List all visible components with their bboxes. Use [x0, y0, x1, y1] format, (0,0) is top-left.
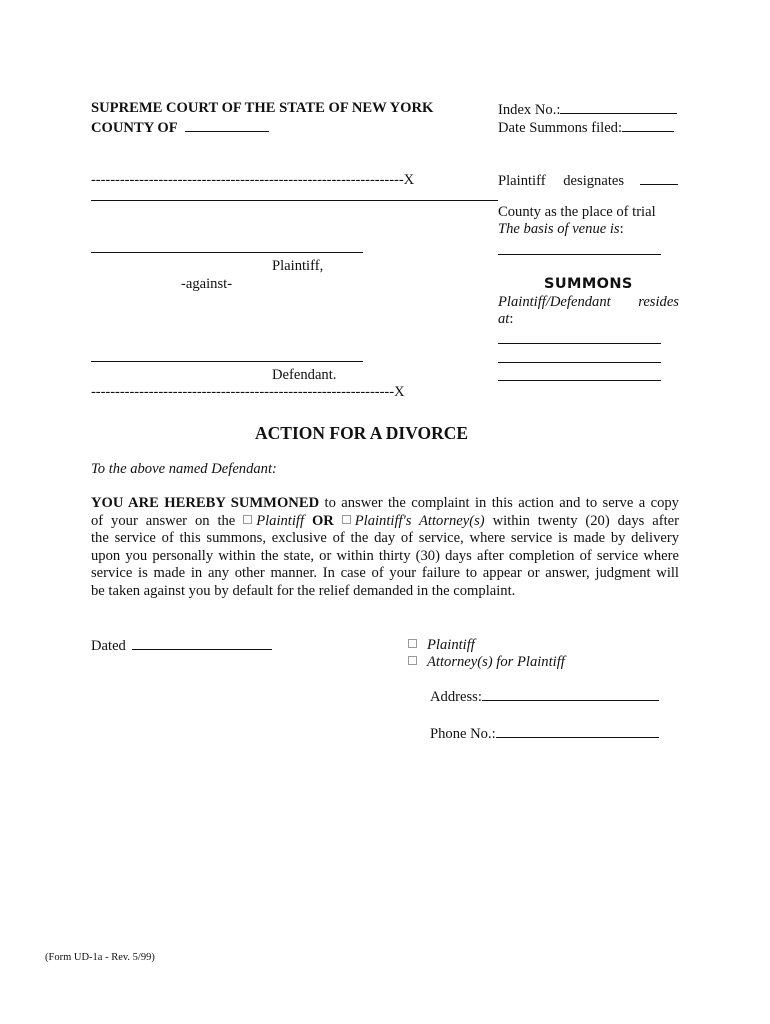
paragraph-line-2 — [91, 513, 679, 531]
dated-blank[interactable] — [132, 636, 272, 650]
residence-line-1[interactable] — [498, 343, 661, 344]
document-title: ACTION FOR A DIVORCE — [255, 423, 469, 443]
resides-at — [498, 310, 513, 328]
phone-label: Phone No.: — [430, 726, 496, 742]
resides-at-text: at — [498, 311, 510, 327]
paragraph-line-4: upon you personally within the state, or within thirty (30) days after completion of service where — [91, 547, 679, 564]
line2-plaintiff: Plaintiff — [256, 512, 305, 529]
dated-label: Dated — [91, 638, 126, 654]
index-no-blank[interactable] — [560, 100, 677, 114]
resides-line — [498, 293, 679, 311]
residence-line-3[interactable] — [498, 380, 661, 381]
date-summons-filed — [498, 118, 674, 137]
resides-word-2: resides — [638, 294, 679, 310]
date-filed-label: Date Summons filed: — [498, 120, 623, 136]
basis-of-venue-text: The basis of venue is — [498, 221, 620, 237]
form-footer: (Form UD-1a - Rev. 5/99) — [45, 952, 155, 963]
plaintiff-designates — [498, 171, 679, 190]
against-label: -against- — [181, 276, 233, 292]
phone-blank[interactable] — [496, 724, 659, 738]
serve-plaintiff-checkbox[interactable] — [243, 515, 252, 524]
court-name: SUPREME COURT OF THE STATE OF NEW YORK — [91, 100, 434, 116]
signer-plaintiff-label: Plaintiff — [427, 637, 475, 653]
summons-heading: SUMMONS — [544, 276, 633, 292]
paragraph-line-3: the service of this summons, exclusive of the day of service, where service is made by delivery — [91, 530, 679, 547]
salutation: To the above named Defendant: — [91, 461, 277, 477]
address-field — [430, 687, 659, 706]
paragraph-line-6: be taken against you by default for the relief demanded in the complaint. — [91, 582, 516, 599]
index-no-label: Index No.: — [498, 102, 561, 118]
caption-dash-top: -----------------------------------------------------------------X — [91, 172, 415, 188]
line1-rest: to answer the complaint in this action and to serve a copy — [324, 495, 679, 511]
date-filed-blank[interactable] — [622, 118, 674, 132]
caption-dash-bottom: ---------------------------------------------------------------X — [91, 384, 405, 400]
line2-attorney: Plaintiff's Attorney(s) — [354, 512, 485, 529]
index-no — [498, 100, 677, 119]
defendant-label: Defendant. — [272, 367, 337, 383]
basis-of-venue-line[interactable] — [498, 254, 661, 255]
county-blank[interactable] — [185, 118, 269, 132]
paragraph-line-1 — [91, 495, 679, 513]
dated-field — [91, 636, 272, 655]
line2-a: of your answer on the — [91, 512, 236, 529]
paragraph-line-5: service is made in any other manner. In case of your failure to appear or answer, judgment will — [91, 565, 679, 582]
designates-blank[interactable] — [640, 171, 678, 185]
serve-attorney-checkbox[interactable] — [342, 515, 351, 524]
caption-rule-top — [91, 200, 498, 201]
county-label-text: COUNTY OF — [91, 120, 178, 136]
basis-of-venue — [498, 220, 624, 238]
resides-at-colon: : — [509, 311, 514, 327]
resides-word-1: Plaintiff/Defendant — [498, 294, 611, 310]
phone-field — [430, 724, 659, 743]
residence-line-2[interactable] — [498, 362, 661, 363]
address-blank[interactable] — [482, 687, 659, 701]
designates-word-1: Plaintiff — [498, 173, 546, 189]
address-label: Address: — [430, 689, 482, 705]
designates-word-2: designates — [563, 173, 625, 189]
summons-paragraph — [91, 495, 679, 601]
signer-attorney-option — [408, 653, 565, 671]
county-place-of-trial: County as the place of trial — [498, 204, 656, 220]
plaintiff-name-line[interactable] — [91, 252, 363, 253]
signer-plaintiff-checkbox[interactable] — [408, 639, 417, 648]
line2-or: OR — [311, 512, 334, 529]
plaintiff-label: Plaintiff, — [272, 258, 324, 274]
defendant-name-line[interactable] — [91, 361, 363, 362]
signer-plaintiff-option — [408, 636, 475, 654]
basis-colon: : — [619, 221, 624, 237]
summoned-bold: YOU ARE HEREBY SUMMONED — [91, 495, 320, 511]
signer-attorney-label: Attorney(s) for Plaintiff — [427, 654, 565, 670]
line2-rest: within twenty (20) days after — [492, 512, 679, 529]
signer-attorney-checkbox[interactable] — [408, 656, 417, 665]
county-label — [91, 118, 269, 137]
